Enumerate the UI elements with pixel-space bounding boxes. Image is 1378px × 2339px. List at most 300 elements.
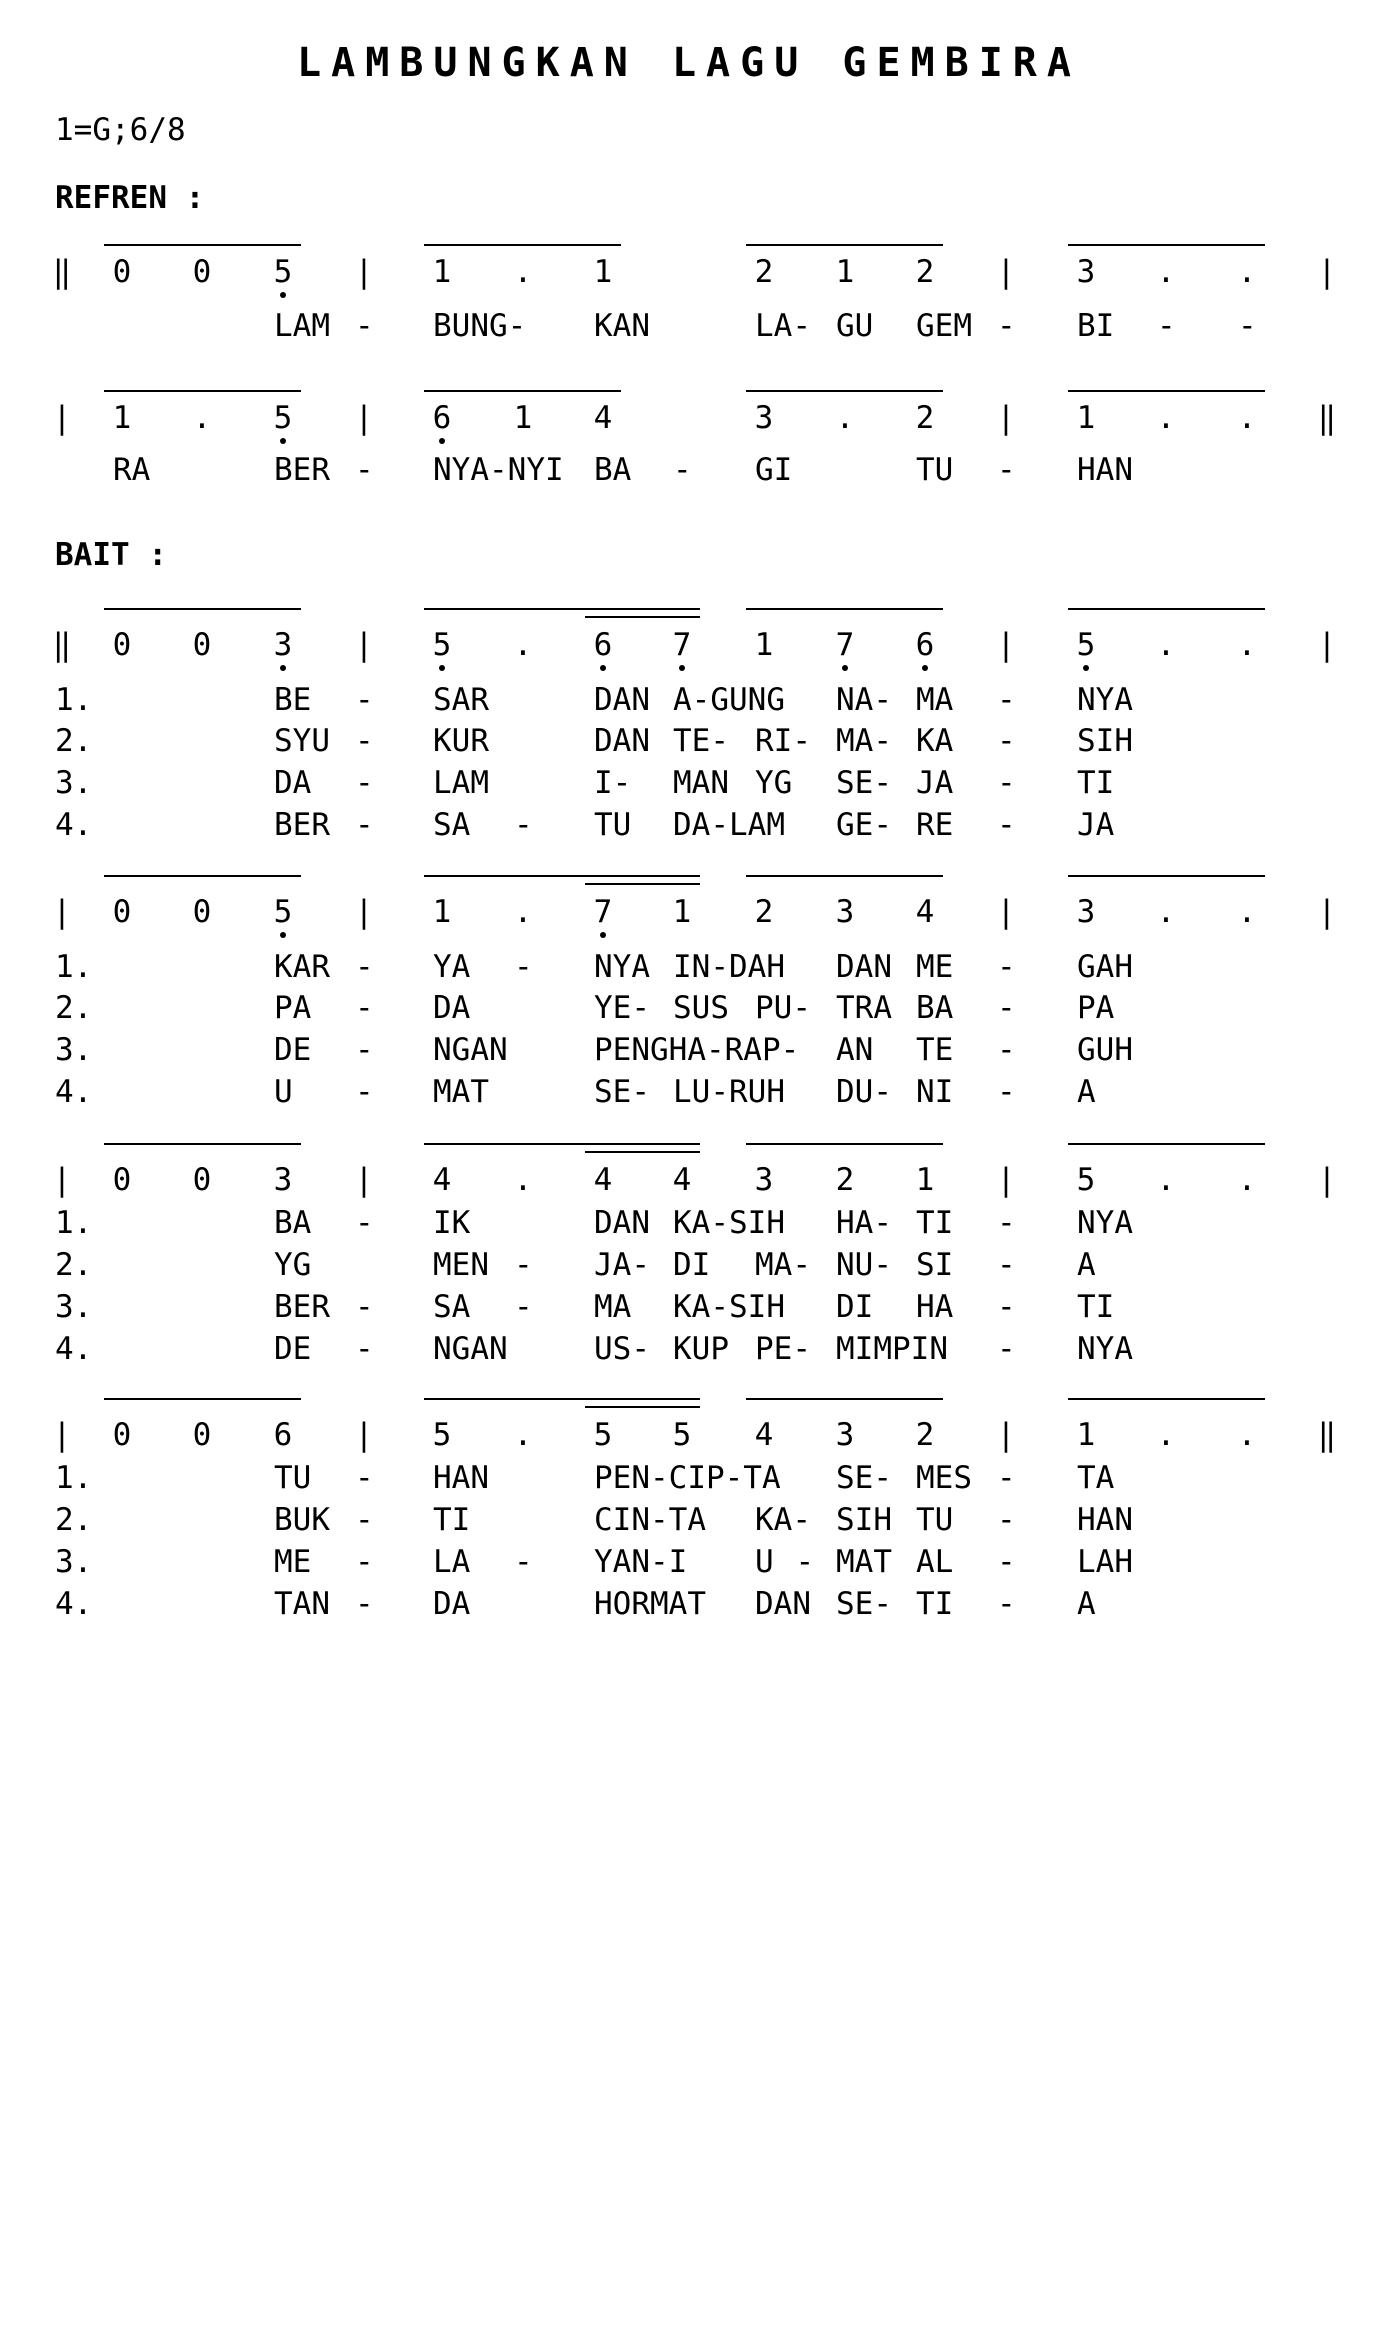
- lyric-syllable: -: [997, 1289, 1016, 1325]
- note: 1: [432, 254, 452, 290]
- barline: ‖: [52, 254, 72, 290]
- note: 3: [754, 400, 774, 436]
- lyric-syllable: AL: [916, 1544, 954, 1580]
- lyric-syllable: KA-SIH: [673, 1205, 785, 1241]
- verse-number: 1.: [55, 949, 93, 985]
- verse-number: 2.: [55, 990, 93, 1026]
- lyric-syllable: GUH: [1077, 1032, 1133, 1068]
- lyric-syllable: -: [514, 1247, 533, 1283]
- barline: |: [996, 627, 1016, 663]
- verse-number: 3.: [55, 1544, 93, 1580]
- barline: |: [996, 400, 1016, 436]
- song-title: LAMBUNGKAN LAGU GEMBIRA: [297, 40, 1081, 86]
- lyric-syllable: -: [355, 723, 374, 759]
- note: 1: [754, 627, 774, 663]
- lyric-syllable: TI: [1077, 765, 1115, 801]
- note: .: [1156, 400, 1176, 436]
- lyric-syllable: TU: [916, 452, 954, 488]
- lyric-syllable: GEM: [916, 308, 972, 344]
- lyric-syllable: GE-: [836, 807, 892, 843]
- low-octave-dot: [280, 665, 286, 671]
- barline: |: [52, 1417, 72, 1453]
- lyric-syllable: GU: [836, 308, 874, 344]
- lyric-row: [0, 306, 1378, 346]
- barline: |: [354, 254, 374, 290]
- lyric-row: [0, 1584, 1378, 1624]
- lyric-syllable: A: [1077, 1247, 1096, 1283]
- barline: |: [996, 894, 1016, 930]
- verse-number: 4.: [55, 1074, 93, 1110]
- lyric-syllable: NYA: [1077, 1331, 1133, 1367]
- lyric-syllable: RA: [113, 452, 151, 488]
- note: 3: [273, 627, 293, 663]
- note: .: [1237, 894, 1257, 930]
- lyric-syllable: -: [997, 1544, 1016, 1580]
- note: .: [1156, 1417, 1176, 1453]
- lyric-syllable: -: [514, 1544, 533, 1580]
- note-row: [0, 252, 1378, 292]
- section-label: BAIT :: [55, 537, 167, 573]
- beam-line: [746, 244, 943, 246]
- lyric-syllable: HAN: [1077, 452, 1133, 488]
- lyric-row: [0, 1329, 1378, 1369]
- note: 5: [432, 1417, 452, 1453]
- note: 1: [1076, 1417, 1096, 1453]
- lyric-syllable: HAN: [433, 1460, 489, 1496]
- lyric-syllable: KUP: [673, 1331, 729, 1367]
- low-octave-dot: [439, 438, 445, 444]
- lyric-syllable: YE-: [594, 990, 650, 1026]
- note-row: [0, 892, 1378, 932]
- note: .: [513, 894, 533, 930]
- lyric-syllable: JA: [1077, 807, 1115, 843]
- barline: |: [1317, 894, 1337, 930]
- lyric-syllable: JA-: [594, 1247, 650, 1283]
- note: 6: [593, 627, 613, 663]
- note: .: [1237, 627, 1257, 663]
- note: .: [1237, 254, 1257, 290]
- low-octave-dot: [842, 665, 848, 671]
- note: 4: [432, 1162, 452, 1198]
- lyric-syllable: DAN: [594, 723, 650, 759]
- note: 5: [1076, 1162, 1096, 1198]
- lyric-syllable: -: [997, 765, 1016, 801]
- lyric-syllable: YA: [433, 949, 471, 985]
- lyric-row: [0, 947, 1378, 987]
- beam-line: [104, 244, 301, 246]
- lyric-syllable: -: [355, 990, 374, 1026]
- lyric-syllable: DE: [274, 1331, 312, 1367]
- note: 5: [273, 400, 293, 436]
- note: 4: [915, 894, 935, 930]
- note: 1: [672, 894, 692, 930]
- barline: |: [996, 1417, 1016, 1453]
- lyric-syllable: JA: [916, 765, 954, 801]
- lyric-syllable: GI: [755, 452, 793, 488]
- lyric-row: [0, 1500, 1378, 1540]
- note-row: [0, 625, 1378, 665]
- beam-line: [746, 875, 943, 877]
- lyric-row: [0, 450, 1378, 490]
- barline: |: [354, 1417, 374, 1453]
- note: 4: [672, 1162, 692, 1198]
- lyric-syllable: MIMPIN: [836, 1331, 948, 1367]
- barline: |: [52, 1162, 72, 1198]
- lyric-syllable: KA-SIH: [673, 1289, 785, 1325]
- lyric-syllable: IK: [433, 1205, 471, 1241]
- lyric-syllable: NA-: [836, 682, 892, 718]
- lyric-syllable: PE-: [755, 1331, 811, 1367]
- low-octave-dot: [679, 665, 685, 671]
- note: 0: [112, 627, 132, 663]
- lyric-syllable: LA-: [755, 308, 811, 344]
- lyric-syllable: NI: [916, 1074, 954, 1110]
- beam-line: [1068, 1143, 1265, 1145]
- double-beam-line: [585, 616, 700, 618]
- note: 7: [672, 627, 692, 663]
- lyric-syllable: -: [355, 1074, 374, 1110]
- lyric-syllable: KAN: [594, 308, 650, 344]
- lyric-syllable: SE-: [594, 1074, 650, 1110]
- note: 6: [432, 400, 452, 436]
- lyric-syllable: RE: [916, 807, 954, 843]
- double-beam-line: [585, 1406, 700, 1408]
- lyric-syllable: US-: [594, 1331, 650, 1367]
- lyric-syllable: BUNG-: [433, 308, 527, 344]
- note: 0: [192, 254, 212, 290]
- note: .: [1237, 1162, 1257, 1198]
- lyric-syllable: BI: [1077, 308, 1115, 344]
- lyric-syllable: YG: [274, 1247, 312, 1283]
- note: 2: [915, 254, 935, 290]
- note: .: [1156, 894, 1176, 930]
- lyric-syllable: -: [997, 1331, 1016, 1367]
- lyric-syllable: NYA: [1077, 682, 1133, 718]
- lyric-row: [0, 680, 1378, 720]
- lyric-syllable: GAH: [1077, 949, 1133, 985]
- lyric-syllable: DAN: [836, 949, 892, 985]
- lyric-syllable: YAN-I: [594, 1544, 688, 1580]
- lyric-syllable: NYA-NYI: [433, 452, 564, 488]
- lyric-syllable: KUR: [433, 723, 489, 759]
- note: .: [1237, 1417, 1257, 1453]
- note: 3: [273, 1162, 293, 1198]
- lyric-row: [0, 1287, 1378, 1327]
- lyric-syllable: A: [1077, 1586, 1096, 1622]
- note: .: [192, 400, 212, 436]
- note: 0: [112, 894, 132, 930]
- lyric-syllable: TA: [1077, 1460, 1115, 1496]
- note: 1: [112, 400, 132, 436]
- lyric-syllable: LA: [433, 1544, 471, 1580]
- note-row: [0, 1160, 1378, 1200]
- beam-line: [104, 608, 301, 610]
- lyric-syllable: LAH: [1077, 1544, 1133, 1580]
- verse-number: 3.: [55, 1032, 93, 1068]
- lyric-syllable: BER: [274, 807, 330, 843]
- lyric-syllable: TI: [916, 1586, 954, 1622]
- note: 5: [273, 894, 293, 930]
- low-octave-dot: [600, 932, 606, 938]
- key-signature: 1=G;6/8: [55, 112, 186, 148]
- lyric-syllable: MA-: [836, 723, 892, 759]
- lyric-syllable: YG: [755, 765, 793, 801]
- low-octave-dot: [280, 438, 286, 444]
- lyric-syllable: TE-: [673, 723, 729, 759]
- beam-line: [1068, 608, 1265, 610]
- verse-number: 4.: [55, 1331, 93, 1367]
- low-octave-dot: [439, 665, 445, 671]
- lyric-syllable: DI: [836, 1289, 874, 1325]
- lyric-syllable: -: [355, 1502, 374, 1538]
- note: 4: [593, 400, 613, 436]
- lyric-syllable: A: [1077, 1074, 1096, 1110]
- note: 3: [1076, 254, 1096, 290]
- verse-number: 2.: [55, 723, 93, 759]
- lyric-syllable: -: [997, 682, 1016, 718]
- note: 0: [192, 627, 212, 663]
- note: .: [513, 1162, 533, 1198]
- beam-line: [1068, 1398, 1265, 1400]
- lyric-syllable: MEN: [433, 1247, 489, 1283]
- note: 5: [1076, 627, 1096, 663]
- note-row: [0, 398, 1378, 438]
- lyric-syllable: RI-: [755, 723, 811, 759]
- lyric-syllable: PA: [274, 990, 312, 1026]
- barline: |: [1317, 1162, 1337, 1198]
- section-label: REFREN :: [55, 180, 205, 216]
- note: 1: [915, 1162, 935, 1198]
- lyric-syllable: -: [355, 1460, 374, 1496]
- lyric-syllable: -: [355, 682, 374, 718]
- lyric-syllable: -: [997, 990, 1016, 1026]
- lyric-syllable: SA: [433, 1289, 471, 1325]
- note: 3: [835, 894, 855, 930]
- lyric-syllable: SYU: [274, 723, 330, 759]
- lyric-syllable: -: [997, 1247, 1016, 1283]
- barline: |: [354, 1162, 374, 1198]
- beam-line: [424, 244, 621, 246]
- lyric-syllable: SE-: [836, 1586, 892, 1622]
- note: 2: [835, 1162, 855, 1198]
- lyric-syllable: -: [997, 723, 1016, 759]
- lyric-syllable: BER: [274, 452, 330, 488]
- lyric-syllable: -: [997, 1502, 1016, 1538]
- lyric-syllable: MA: [916, 682, 954, 718]
- lyric-syllable: HORMAT: [594, 1586, 706, 1622]
- note: 4: [593, 1162, 613, 1198]
- low-octave-dot: [1083, 665, 1089, 671]
- lyric-syllable: -: [355, 765, 374, 801]
- lyric-row: [0, 1458, 1378, 1498]
- beam-line: [104, 875, 301, 877]
- note: 2: [754, 254, 774, 290]
- lyric-syllable: LAM: [433, 765, 489, 801]
- barline: |: [1317, 254, 1337, 290]
- lyric-syllable: BER: [274, 1289, 330, 1325]
- note: 1: [835, 254, 855, 290]
- beam-line: [424, 390, 621, 392]
- note: 1: [513, 400, 533, 436]
- lyric-syllable: -: [997, 452, 1016, 488]
- lyric-syllable: -: [997, 1205, 1016, 1241]
- lyric-row: [0, 763, 1378, 803]
- note: 0: [192, 1417, 212, 1453]
- lyric-syllable: -: [355, 1205, 374, 1241]
- low-octave-dot: [280, 932, 286, 938]
- lyric-syllable: -: [355, 949, 374, 985]
- lyric-syllable: U: [274, 1074, 293, 1110]
- note: .: [1237, 400, 1257, 436]
- beam-line: [746, 1143, 943, 1145]
- lyric-syllable: AN: [836, 1032, 874, 1068]
- lyric-syllable: TE: [916, 1032, 954, 1068]
- verse-number: 3.: [55, 1289, 93, 1325]
- lyric-syllable: BUK: [274, 1502, 330, 1538]
- lyric-syllable: -: [355, 1544, 374, 1580]
- note: 3: [754, 1162, 774, 1198]
- verse-number: 1.: [55, 682, 93, 718]
- lyric-syllable: -: [997, 308, 1016, 344]
- lyric-row: [0, 1542, 1378, 1582]
- barline: |: [354, 894, 374, 930]
- note: .: [513, 254, 533, 290]
- barline: |: [1317, 627, 1337, 663]
- lyric-syllable: -: [355, 1289, 374, 1325]
- lyric-syllable: KA: [916, 723, 954, 759]
- lyric-syllable: BA: [274, 1205, 312, 1241]
- lyric-syllable: BE: [274, 682, 312, 718]
- lyric-syllable: MAN: [673, 765, 729, 801]
- lyric-syllable: HA-: [836, 1205, 892, 1241]
- lyric-syllable: ME: [916, 949, 954, 985]
- double-beam-line: [585, 1151, 700, 1153]
- lyric-syllable: MAT: [433, 1074, 489, 1110]
- lyric-syllable: MA: [594, 1289, 632, 1325]
- note-row: [0, 1415, 1378, 1455]
- beam-line: [746, 608, 943, 610]
- lyric-syllable: PA: [1077, 990, 1115, 1026]
- beam-line: [424, 1143, 700, 1145]
- lyric-syllable: MAT: [836, 1544, 892, 1580]
- beam-line: [104, 1398, 301, 1400]
- lyric-syllable: TAN: [274, 1586, 330, 1622]
- verse-number: 4.: [55, 1586, 93, 1622]
- note: 2: [754, 894, 774, 930]
- beam-line: [1068, 875, 1265, 877]
- lyric-syllable: DAN: [594, 1205, 650, 1241]
- lyric-row: [0, 1245, 1378, 1285]
- double-beam-line: [585, 883, 700, 885]
- lyric-syllable: DA: [433, 1586, 471, 1622]
- lyric-syllable: -: [1238, 308, 1257, 344]
- lyric-syllable: CIN-TA: [594, 1502, 706, 1538]
- lyric-syllable: SA: [433, 807, 471, 843]
- barline: |: [354, 400, 374, 436]
- barline: ‖: [1317, 400, 1337, 436]
- lyric-syllable: -: [673, 452, 692, 488]
- note: 1: [1076, 400, 1096, 436]
- lyric-syllable: A-GUNG: [673, 682, 785, 718]
- lyric-syllable: SAR: [433, 682, 489, 718]
- note: 2: [915, 400, 935, 436]
- lyric-syllable: KAR: [274, 949, 330, 985]
- lyric-syllable: -: [355, 1331, 374, 1367]
- note: 5: [593, 1417, 613, 1453]
- lyric-syllable: -: [355, 807, 374, 843]
- note: 1: [432, 894, 452, 930]
- lyric-syllable: TI: [1077, 1289, 1115, 1325]
- lyric-syllable: DAN: [594, 682, 650, 718]
- barline: ‖: [1317, 1417, 1337, 1453]
- lyric-syllable: SE-: [836, 765, 892, 801]
- barline: |: [52, 894, 72, 930]
- note: 2: [915, 1417, 935, 1453]
- note: 0: [192, 894, 212, 930]
- note: 3: [1076, 894, 1096, 930]
- lyric-syllable: SUS: [673, 990, 729, 1026]
- lyric-syllable: TI: [916, 1205, 954, 1241]
- note: 5: [432, 627, 452, 663]
- lyric-syllable: TRA: [836, 990, 892, 1026]
- note: .: [513, 627, 533, 663]
- lyric-syllable: TU: [594, 807, 632, 843]
- lyric-syllable: -: [355, 452, 374, 488]
- note: .: [1156, 254, 1176, 290]
- note: .: [513, 1417, 533, 1453]
- beam-line: [104, 390, 301, 392]
- verse-number: 3.: [55, 765, 93, 801]
- verse-number: 4.: [55, 807, 93, 843]
- lyric-syllable: MA-: [755, 1247, 811, 1283]
- lyric-syllable: -: [514, 949, 533, 985]
- lyric-syllable: TU: [916, 1502, 954, 1538]
- lyric-syllable: NGAN: [433, 1032, 508, 1068]
- lyric-syllable: NYA: [1077, 1205, 1133, 1241]
- lyric-syllable: KA-: [755, 1502, 811, 1538]
- lyric-syllable: LU-RUH: [673, 1074, 785, 1110]
- note: 0: [192, 1162, 212, 1198]
- barline: |: [996, 254, 1016, 290]
- note: 5: [273, 254, 293, 290]
- lyric-syllable: PENGHA-RAP-: [594, 1032, 800, 1068]
- note: 0: [112, 1162, 132, 1198]
- lyric-syllable: -: [355, 1586, 374, 1622]
- lyric-row: [0, 721, 1378, 761]
- verse-number: 2.: [55, 1502, 93, 1538]
- beam-line: [424, 608, 700, 610]
- lyric-syllable: U: [755, 1544, 774, 1580]
- lyric-row: [0, 805, 1378, 845]
- beam-line: [424, 875, 700, 877]
- lyric-syllable: NGAN: [433, 1331, 508, 1367]
- note: 6: [915, 627, 935, 663]
- note: .: [1156, 627, 1176, 663]
- lyric-syllable: DA: [274, 765, 312, 801]
- lyric-row: [0, 1072, 1378, 1112]
- lyric-syllable: NU-: [836, 1247, 892, 1283]
- lyric-syllable: SI: [916, 1247, 954, 1283]
- note: 4: [754, 1417, 774, 1453]
- low-octave-dot: [280, 292, 286, 298]
- note: 3: [835, 1417, 855, 1453]
- lyric-syllable: BA: [916, 990, 954, 1026]
- lyric-syllable: SIH: [1077, 723, 1133, 759]
- lyric-syllable: I-: [594, 765, 632, 801]
- lyric-syllable: -: [355, 1032, 374, 1068]
- lyric-syllable: TU: [274, 1460, 312, 1496]
- lyric-syllable: HAN: [1077, 1502, 1133, 1538]
